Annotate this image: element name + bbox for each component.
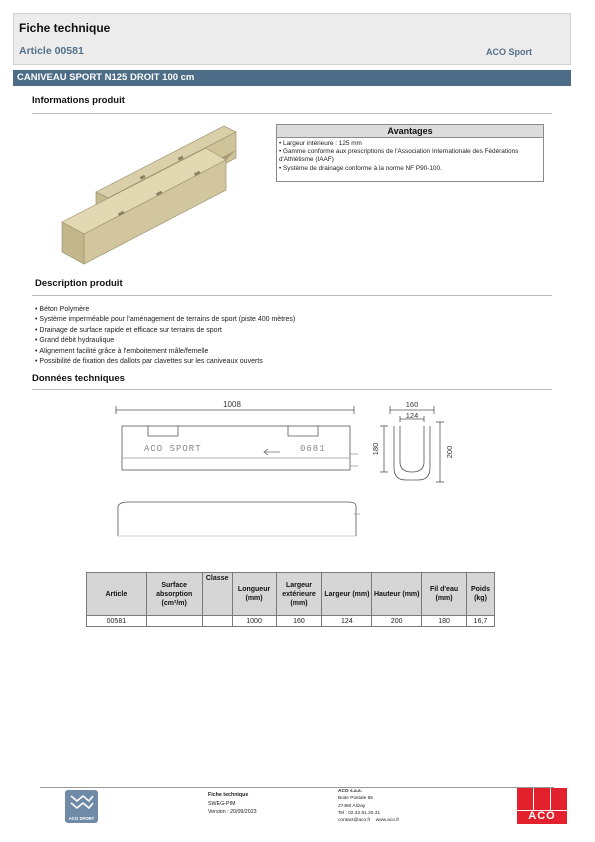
section-title-info: Informations produit <box>32 95 125 106</box>
advantages-list <box>277 138 543 173</box>
advantage-item: • Système de drainage conforme à la norme NF P90-100. <box>279 165 541 173</box>
cell-outer-width: 160 <box>276 616 322 627</box>
section-title-description: Description produit <box>35 278 123 289</box>
aco-logo <box>517 788 567 824</box>
advantages-box <box>276 124 544 182</box>
cell-height: 200 <box>372 616 422 627</box>
col-header-article: Article <box>87 573 147 616</box>
col-header-class: Classe <box>202 573 232 616</box>
dim-inner-width: 124 <box>405 411 419 420</box>
side-label-right: 0681 <box>300 444 326 454</box>
side-label-left: ACO SPORT <box>144 444 202 454</box>
footer-doc-type: Fiche technique <box>208 792 249 798</box>
cell-class <box>202 616 232 627</box>
description-item: • Possibilité de fixation des dallots par clavettes sur les caniveaux ouverts <box>35 357 295 367</box>
product-image <box>56 120 246 268</box>
advantages-heading: Avantages <box>277 125 543 138</box>
section-title-technical: Données techniques <box>32 373 125 384</box>
description-item: • Système imperméable pour l'aménagement de terrains de sport (piste 400 mètres) <box>35 315 295 325</box>
footer-phone: Tel : 02.32.51.20.31 <box>338 810 381 816</box>
technical-drawing <box>108 396 478 544</box>
cell-water-line: 180 <box>422 616 467 627</box>
footer-source: SWEG-PIM <box>208 800 236 807</box>
brand-name: ACO Sport <box>486 47 532 57</box>
dim-height-outer: 200 <box>445 445 454 459</box>
technical-data-table <box>86 572 495 627</box>
col-header-outer-width: Largeur extérieure (mm) <box>276 573 322 616</box>
aco-logo-text: ACO <box>528 810 556 822</box>
footer-company: ACO s.a.s. <box>338 789 362 794</box>
dim-outer-width: 160 <box>405 400 419 409</box>
cell-length: 1000 <box>232 616 276 627</box>
section-rule-technical <box>32 389 552 390</box>
cell-width: 124 <box>322 616 372 627</box>
footer-rule <box>40 787 554 788</box>
article-number: Article 00581 <box>19 45 84 57</box>
advantage-item: • Largeur intérieure : 125 mm <box>279 140 541 148</box>
dim-height-inner: 180 <box>371 442 380 456</box>
section-rule-info <box>32 113 552 114</box>
col-header-height: Hauteur (mm) <box>372 573 422 616</box>
col-header-length: Longueur (mm) <box>232 573 276 616</box>
advantage-item: • Gamme conforme aux prescriptions de l'Association Internationale des Fédérations d'Athlétisme (IAAF) <box>279 148 541 164</box>
doc-title: Fiche technique <box>19 21 111 35</box>
cell-weight: 16,7 <box>466 616 494 627</box>
col-header-water-line: Fil d'eau (mm) <box>422 573 467 616</box>
footer-web[interactable]: www.aco.fr <box>375 818 400 824</box>
cell-article: 00581 <box>87 616 147 627</box>
table-row <box>87 616 495 627</box>
col-header-weight: Poids (kg) <box>466 573 494 616</box>
footer-city: 27460 Alizay <box>338 803 366 809</box>
header-box <box>13 13 571 65</box>
cell-surface <box>146 616 202 627</box>
logo-caption: ACO SPORT <box>68 816 95 821</box>
description-item: • Drainage de surface rapide et efficace sur terrains de sport <box>35 326 295 336</box>
footer-version: Version : 20/09/2023 <box>208 809 257 815</box>
col-header-width: Largeur (mm) <box>322 573 372 616</box>
footer-po-box: Boite Postale 65 <box>338 796 373 802</box>
footer-email[interactable]: contact@aco.fr <box>338 818 371 824</box>
col-header-surface: Surface absorption (cm²/m) <box>146 573 202 616</box>
footer-address <box>338 788 399 824</box>
footer-doc-info <box>208 791 257 817</box>
dim-length: 1008 <box>223 400 241 409</box>
table-header-row <box>87 573 495 616</box>
description-item: • Béton Polymère <box>35 305 295 315</box>
description-item: • Alignement facilité grâce à l'emboitement mâle/femelle <box>35 347 295 357</box>
aco-sport-logo <box>65 790 98 823</box>
description-list <box>35 305 295 367</box>
description-item: • Grand débit hydraulique <box>35 336 295 346</box>
product-title-bar: CANIVEAU SPORT N125 DROIT 100 cm <box>13 70 571 86</box>
section-rule-description <box>32 295 552 296</box>
